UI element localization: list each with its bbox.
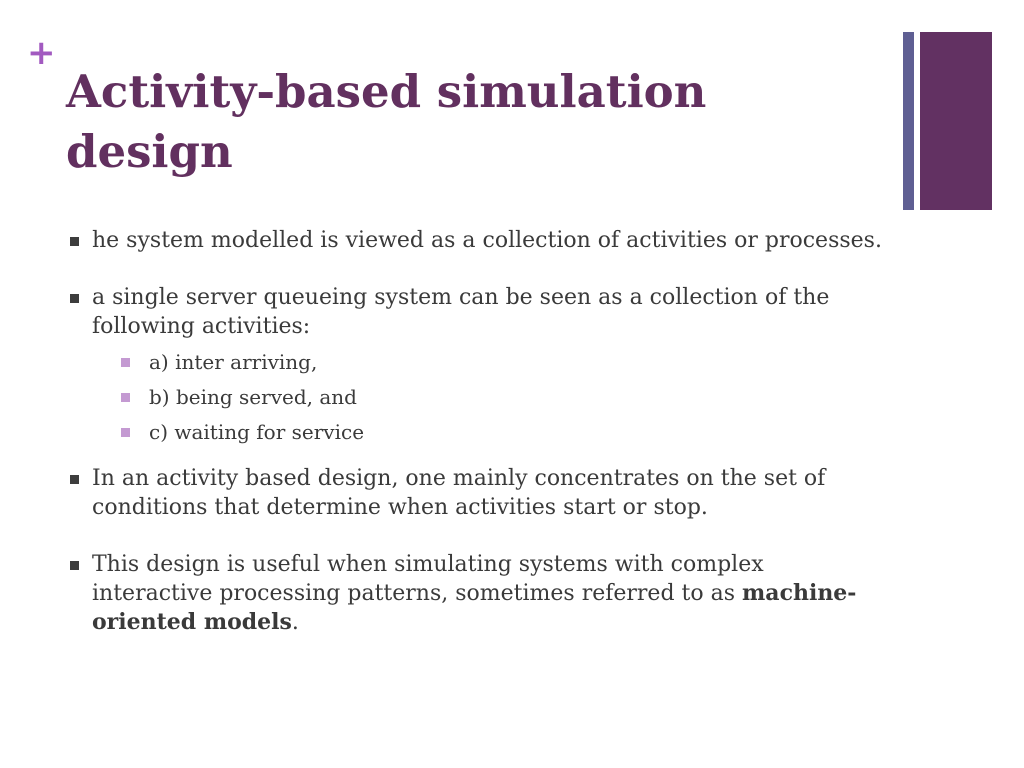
- sub-bullet-list: [92, 349, 886, 445]
- slide-title: Activity-based simulation design: [66, 65, 707, 178]
- square-bullet-icon: [70, 294, 79, 303]
- square-bullet-icon: [121, 358, 130, 367]
- slide-body: [66, 226, 886, 637]
- bullet-text: a single server queueing system can be seen as a collection of the following activities:: [92, 285, 830, 339]
- bullet-item: [66, 550, 886, 637]
- sub-bullet-item: [92, 349, 886, 375]
- square-bullet-icon: [70, 237, 79, 246]
- accent-bar-thick: [920, 32, 992, 210]
- bullet-text: In an activity based design, one mainly concentrates on the set of conditions that determine when activities start or stop.: [92, 466, 826, 520]
- sub-bullet-text: a) inter arriving,: [149, 350, 318, 374]
- bullet-item: [66, 464, 886, 522]
- bullet-item: [66, 226, 886, 255]
- bullet-bold-text: machine-oriented models: [92, 580, 857, 635]
- bullet-item: [66, 283, 886, 445]
- square-bullet-icon: [121, 428, 130, 437]
- sub-bullet-text: c) waiting for service: [149, 420, 365, 444]
- bullet-text: he system modelled is viewed as a collection of activities or processes.: [92, 228, 882, 253]
- square-bullet-icon: [70, 561, 79, 570]
- square-bullet-icon: [121, 393, 130, 402]
- sub-bullet-item: [92, 384, 886, 410]
- accent-bar-thin: [903, 32, 914, 210]
- sub-bullet-item: [92, 419, 886, 445]
- square-bullet-icon: [70, 475, 79, 484]
- plus-icon: +: [27, 33, 56, 73]
- sub-bullet-text: b) being served, and: [149, 385, 357, 409]
- bullet-tail-text: .: [291, 610, 299, 635]
- bullet-text: This design is useful when simulating systems with complex interactive processing patterns, sometimes referred to as: [92, 552, 764, 606]
